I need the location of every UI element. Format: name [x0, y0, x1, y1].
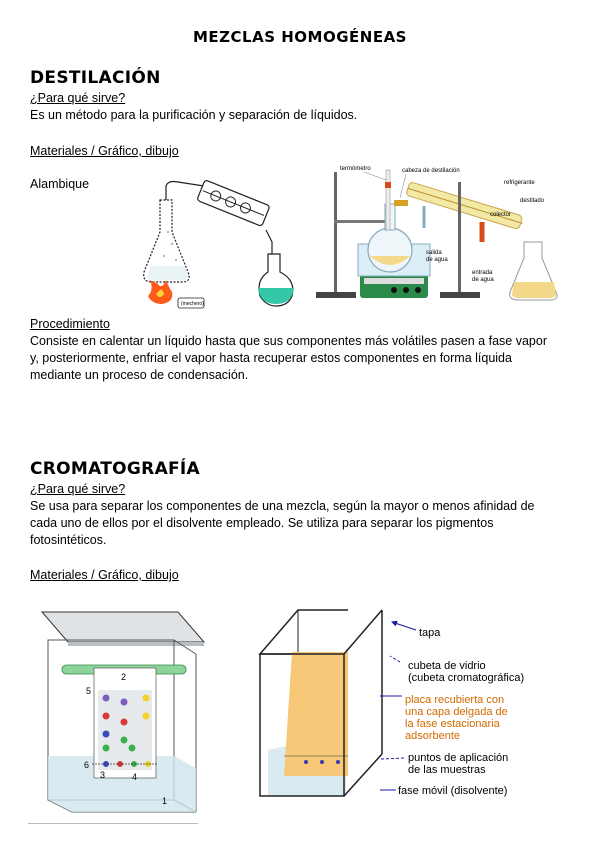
label-colector: colector — [490, 212, 512, 218]
cromatografia-answer-2: cada uno de ellos por el disolvente empleado. Se utiliza para separar los pigmentos — [30, 516, 494, 530]
page-title: MEZCLAS HOMOGÉNEAS — [192, 28, 407, 46]
destilacion-question: ¿Para qué sirve? — [30, 91, 126, 105]
label-salida-2: de agua — [426, 257, 448, 263]
label-puntos-2: de las muestras — [408, 764, 486, 776]
label-cubeta-1: cubeta de vidrio — [408, 660, 486, 672]
destilacion-materiales: Materiales / Gráfico, dibujo — [30, 144, 179, 158]
cromatografia-tank-right — [248, 604, 348, 804]
label-placa-3: la fase estacionaria — [405, 718, 500, 730]
cromatografia-heading: CROMATOGRAFÍA — [30, 459, 201, 479]
label-destilado: destilado — [520, 198, 545, 204]
procedimiento-line-1: Consiste en calentar un líquido hasta que sus componentes más volátiles pasen a fase vapor — [30, 334, 547, 348]
label-entrada-1: entrada — [472, 270, 493, 276]
procedimiento-line-3: mediante un proceso de condensación. — [30, 368, 249, 382]
tank-number-4: 4 — [132, 772, 138, 782]
destilacion-answer: Es un método para la purificación y separación de líquidos. — [30, 108, 358, 122]
label-cabeza: cabeza de destilación — [402, 168, 460, 174]
cromatografia-answer-3: fotosintéticos. — [30, 533, 107, 547]
tank-number-3: 3 — [100, 770, 106, 780]
destilacion-heading: DESTILACIÓN — [30, 68, 161, 88]
procedimiento-title: Procedimiento — [30, 317, 110, 331]
destilacion-apparatus — [306, 162, 576, 312]
cromatografia-materiales: Materiales / Gráfico, dibujo — [30, 568, 179, 582]
tank-number-6: 6 — [84, 760, 90, 770]
label-salida-1: salida — [426, 250, 442, 256]
label-refrigerante: refrigerante — [504, 180, 535, 186]
alambique-drawing — [138, 172, 298, 312]
label-tapa: tapa — [419, 627, 441, 639]
label-cubeta-2: (cubeta cromatográfica) — [408, 672, 525, 684]
alambique-label: Alambique — [30, 177, 90, 191]
label-placa-2: una capa delgada de — [405, 706, 508, 718]
cromatografia-tank-left — [28, 606, 212, 824]
label-puntos-1: puntos de aplicación — [408, 752, 509, 764]
bottom-divider — [28, 823, 198, 824]
label-placa-1: placa recubierta con — [405, 694, 505, 706]
label-entrada-2: de agua — [472, 277, 494, 283]
tank-number-1: 1 — [162, 796, 168, 806]
procedimiento-line-2: y, posteriormente, enfriar el vapor hasta recuperar estos componentes en forma líquida — [30, 351, 512, 365]
label-termometro: termómetro — [340, 166, 371, 172]
tank-number-5: 5 — [86, 686, 92, 696]
cromatografia-answer-1: Se usa para separar los componentes de una mezcla, según la mayor o menos afinidad de — [30, 499, 535, 513]
label-placa-4: adsorbente — [405, 730, 461, 742]
tank-number-2: 2 — [121, 672, 127, 682]
label-fase-movil: fase móvil (disolvente) — [398, 785, 508, 797]
cromatografia-question: ¿Para qué sirve? — [30, 482, 126, 496]
svg-text:(mechero): (mechero) — [181, 301, 204, 307]
